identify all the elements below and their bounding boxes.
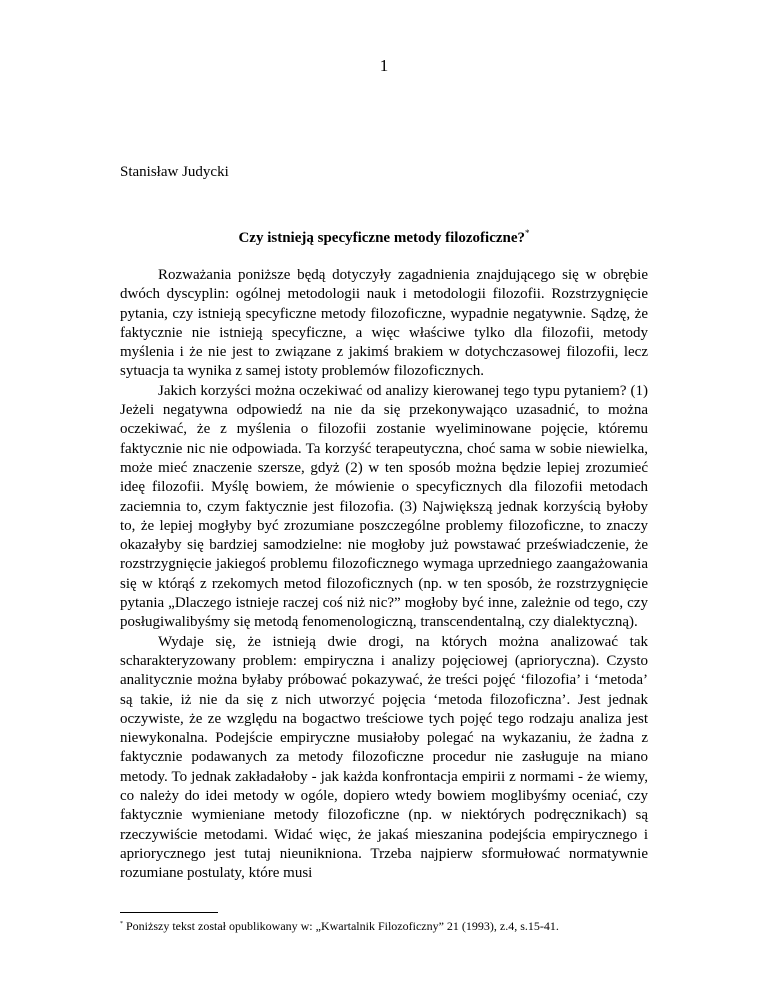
article-title xyxy=(0,228,768,247)
footnote-mark: * xyxy=(120,921,123,927)
article-title-text: Czy istnieją specyficzne metody filozoficzne? xyxy=(238,230,526,246)
title-footnote-mark[interactable]: * xyxy=(525,228,530,238)
page-number: 1 xyxy=(379,56,389,75)
body-text xyxy=(120,266,648,884)
footnote xyxy=(120,917,680,934)
footnote-separator xyxy=(120,912,218,913)
author-name: Stanisław Judycki xyxy=(120,164,229,180)
paragraph-3: Wydaje się, że istnieją dwie drogi, na których można analizować tak scharakteryzowany problem: empiryczna i analizy pojęciowej (aprioryczna). Czysto analitycznie można byłaby próbować pokazywać, że treści pojęć ‘filozofia’ i ‘metoda’ są takie, iż nie da się z nich utworzyć pojęcia ‘metoda filozoficzna’. Jest jednak oczywiste, że ze względu na bogactwo treściowe tych pojęć tego rodzaju analiza jest niewykonalna. Podejście empiryczne musiałoby polegać na wykazaniu, że żadna z faktycznie podawanych za metody filozoficzne procedur nie zasługuje na miano metody. To jednak zakładałoby - jak każda konfrontacja empirii z normami - że wiemy, co należy do idei metody w ogóle, dopiero wtedy bowiem moglibyśmy oceniać, czy faktycznie wymieniane metody filozoficzne (np. w niektórych podręcznikach) są rzeczywiście metodami. Widać więc, że jakaś mieszanina podejścia empirycznego i apriorycznego jest tutaj nieunikniona. Trzeba najpierw sformułować normatywnie rozumiane postulaty, które musi xyxy=(120,633,648,882)
footnote-text: Poniższy tekst został opublikowany w: „Kwartalnik Filozoficzny” 21 (1993), z.4, s.15-41. xyxy=(126,919,559,933)
paragraph-1: Rozważania poniższe będą dotyczyły zagadnienia znajdującego się w obrębie dwóch dyscyplin: ogólnej metodologii nauk i metodologii filozofii. Rozstrzygnięcie pytania, czy istnieją specyficzne metody filozoficzne, wypadnie negatywnie. Sądzę, że faktycznie nie istnieją specyficzne, a więc właściwe tylko dla filozofii, metody myślenia i że nie jest to związane z jakimś brakiem w dotychczasowej filozofii, lecz sytuacja ta wynika z samej istoty problemów filozoficznych. xyxy=(120,267,648,380)
paragraph-2: Jakich korzyści można oczekiwać od analizy kierowanej tego typu pytaniem? (1) Jeżeli negatywna odpowiedź na nie da się przekonywająco uzasadnić, to można oczekiwać, że z myślenia o filozofii zostanie wyeliminowane pojęcie, któremu faktycznie nic nie odpowiada. Ta korzyść terapeutyczna, choć sama w sobie niewielka, może mieć znaczenie szersze, gdyż (2) w ten sposób można będzie lepiej zrozumieć ideę filozofii. Myślę bowiem, że mówienie o specyficznych dla filozofii metodach zaciemnia to, czym faktycznie jest filozofia. (3) Największą jednak korzyścią byłoby to, że lepiej mogłyby być zrozumiane poszczególne problemy filozoficzne, to znaczy okazałyby się bardziej samodzielne: nie mogłoby już powstawać przeświadczenie, że rozstrzygnięcie jakiegoś problemu filozoficznego wymaga uprzedniego zaangażowania się w którąś z rzekomych metod filozoficznych (np. w ten sposób, że rozstrzygnięcie pytania „Dlaczego istnieje raczej coś niż nic?” mogłoby być inne, zależnie od tego, czy posługiwalibyśmy się metodą fenomenologiczną, transcendentalną, czy dialektyczną). xyxy=(120,382,648,631)
